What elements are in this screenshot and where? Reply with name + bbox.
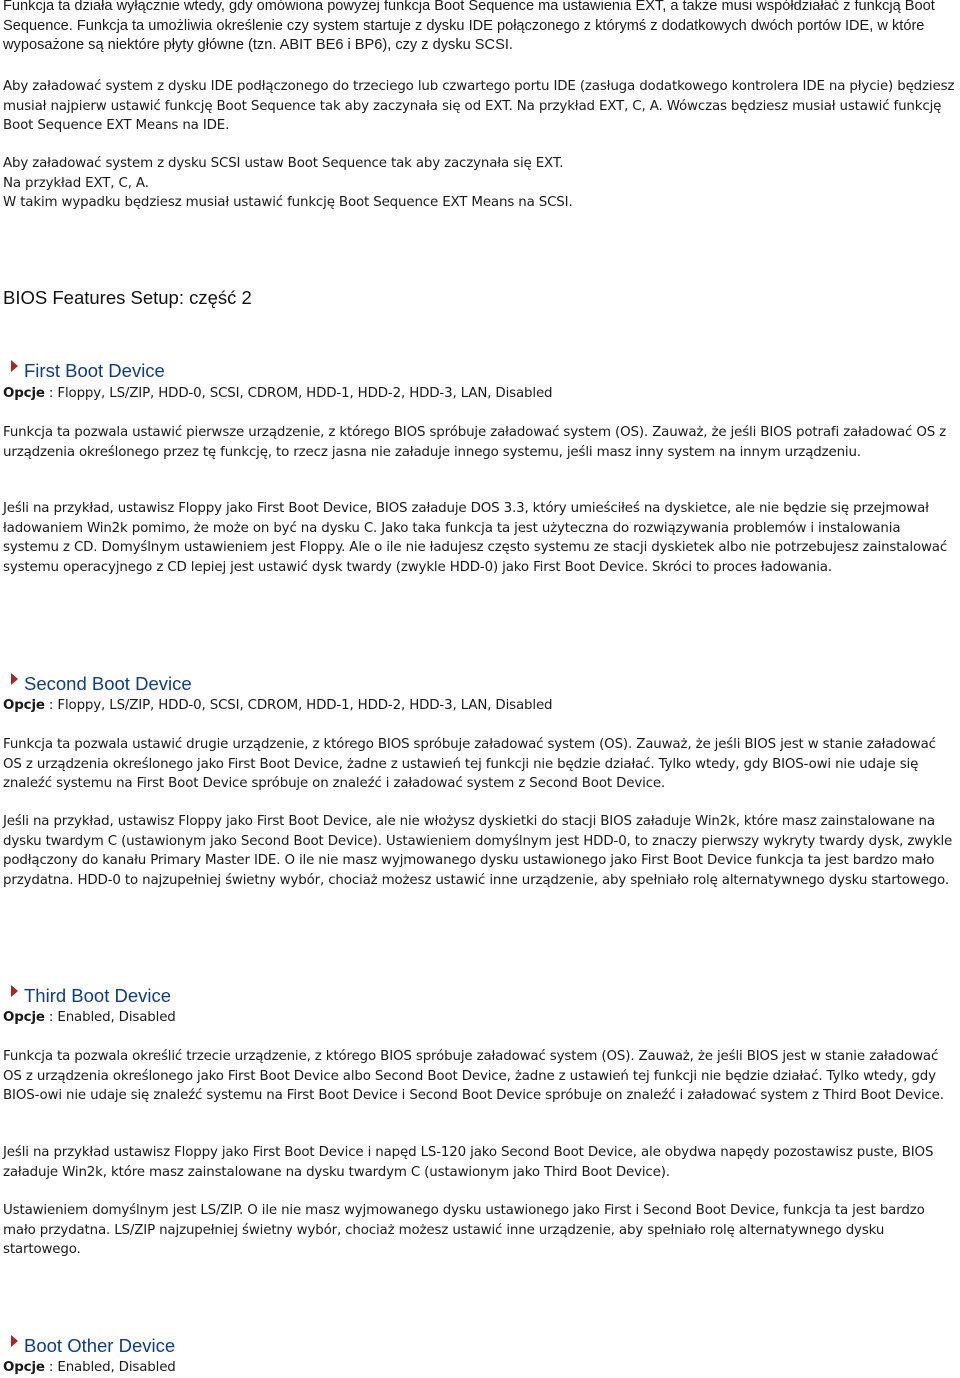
arrow-icon [11,985,18,997]
intro-paragraph-2: Aby załadować system z dysku IDE podłączonego do trzeciego lub czwartego portu IDE (zasługa dodatkowego kontrolera IDE na płycie) będziesz musiał najpierw ustawić funkcję Boot Sequence tak aby zaczynała się od EXT. Na przykład EXT, C, A. Wówczas będziesz musiał ustawić funkcję Boot Sequence EXT Means na IDE. [3,79,955,134]
second-boot-device-heading [3,673,192,695]
third-boot-device-heading [3,985,171,1007]
third-boot-device-paragraph-1: Funkcja ta pozwala określić trzecie urządzenie, z którego BIOS spróbuje załadować system (OS). Zauważ, że jeśli BIOS jest w stanie załadować OS z urządzenia określonego jako First Boot Device albo Second Boot Device, żadne z ustawień tej funkcji nie będzie działać. Tylko wtedy, gdy BIOS-owi nie udaje się znaleźć systemu na First Boot Device i Second Boot Device spróbuje on znaleźć i załadować system z Third Boot Device. [3,1049,944,1104]
arrow-icon [11,360,18,372]
options-label: Opcje [3,698,45,713]
options-separator: : [44,1010,58,1025]
first-boot-device-options [3,384,552,404]
first-boot-device-title: First Boot Device [24,360,165,381]
first-boot-device-paragraph-2: Jeśli na przykład, ustawisz Floppy jako First Boot Device, BIOS załaduje DOS 3.3, który umieściłeś na dyskietce, ale nie będzie się przejmował ładowaniem Win2k pomimo, że może on być na dysku C. Jako taka funkcja ta jest użyteczna do rozwiązywania problemów i instalowania systemu z CD. Domyślnym ustawieniem jest Floppy. Ale o ile nie ładujesz często systemu ze stacji dyskietek albo nie potrzebujesz zainstalować systemu operacyjnego z CD lepiej jest ustawić dysk twardy (zwykle HDD-0) jako First Boot Device. Skróci to proces ładowania. [3,501,948,575]
second-boot-device-options [3,696,552,716]
second-boot-device-paragraph-1: Funkcja ta pozwala ustawić drugie urządzenie, z którego BIOS spróbuje załadować system (OS). Zauważ, że jeśli BIOS jest w stanie załadować OS z urządzenia określonego jako First Boot Device, żadne z ustawień tej funkcji nie będzie działać. Tylko wtedy, gdy BIOS-owi nie udaje się znaleźć systemu na First Boot Device spróbuje on znaleźć i załadować system z Second Boot Device. [3,737,936,792]
second-boot-device-title: Second Boot Device [24,673,192,694]
options-values: Enabled, Disabled [57,1010,176,1025]
options-values: Floppy, LS/ZIP, HDD-0, SCSI, CDROM, HDD-1, HDD-2, HDD-3, LAN, Disabled [57,386,553,401]
third-boot-device-options [3,1008,176,1028]
options-separator: : [44,386,58,401]
boot-other-device-options [3,1358,176,1378]
options-label: Opcje [3,386,45,401]
boot-other-device-heading [3,1335,175,1357]
section-title: BIOS Features Setup: część 2 [3,287,252,308]
third-boot-device-paragraph-2: Jeśli na przykład ustawisz Floppy jako First Boot Device i napęd LS-120 jako Second Boot Device, ale obydwa napędy pozostawisz puste, BIOS załaduje Win2k, które masz zainstalowane na dysku twardym C (ustawionym jako Third Boot Device). [3,1145,934,1180]
intro-paragraph-3 [3,154,957,213]
options-label: Opcje [3,1010,45,1025]
options-values: Enabled, Disabled [57,1360,176,1375]
intro-paragraph-1: Funkcja ta działa wyłącznie wtedy, gdy omówiona powyżej funkcja Boot Sequence ma ustawienia EXT, a także musi współdziałać z funkcją Boot Sequence. Funkcja ta umożliwia określenie czy system startuje z dysku IDE połączonego z którymś z dodatkowych dwóch portów IDE, w które wyposażone są niektóre płyty główne (tzn. ABIT BE6 i BP6), czy z dysku SCSI. [3,0,935,54]
boot-other-device-title: Boot Other Device [24,1335,176,1356]
first-boot-device-paragraph-1: Funkcja ta pozwala ustawić pierwsze urządzenie, z którego BIOS spróbuje załadować system (OS). Zauważ, że jeśli BIOS potrafi załadować OS z urządzenia określonego przez tę funkcję, to rzecz jasna nie załaduje innego systemu, jeśli masz inny system na innym urządzeniu. [3,425,947,460]
options-values: Floppy, LS/ZIP, HDD-0, SCSI, CDROM, HDD-1, HDD-2, HDD-3, LAN, Disabled [57,698,553,713]
options-separator: : [44,1360,58,1375]
second-boot-device-paragraph-2: Jeśli na przykład, ustawisz Floppy jako First Boot Device, ale nie włożysz dyskietki do stacji BIOS załaduje Win2k, które masz zainstalowane na dysku twardym C (ustawionym jako Second Boot Device). Ustawieniem domyślnym jest HDD-0, to znaczy pierwszy wykryty twardy dysk, zwykle podłączony do kanału Primary Master IDE. O ile nie masz wyjmowanego dysku ustawionego jako First Boot Device funkcja ta jest bardzo mało przydatna. HDD-0 to najzupełniej świetny wybór, chociaż możesz ustawić inne urządzenie, aby spełniało rolę alternatywnego dysku startowego. [3,814,953,888]
arrow-icon [11,673,18,685]
third-boot-device-title: Third Boot Device [24,985,172,1006]
options-separator: : [44,698,58,713]
intro-paragraph-3-line-1: Aby załadować system z dysku SCSI ustaw Boot Sequence tak aby zaczynała się EXT. [3,156,564,171]
first-boot-device-heading [3,360,165,382]
intro-paragraph-3-line-3: W takim wypadku będziesz musiał ustawić funkcję Boot Sequence EXT Means na SCSI. [3,195,573,211]
arrow-icon [11,1335,18,1347]
options-label: Opcje [3,1360,45,1375]
intro-paragraph-3-line-2: Na przykład EXT, C, A. [3,175,149,191]
third-boot-device-paragraph-3: Ustawieniem domyślnym jest LS/ZIP. O ile nie masz wyjmowanego dysku ustawionego jako First i Second Boot Device, funkcja ta jest bardzo mało przydatna. LS/ZIP najzupełniej świetny wybór, chociaż możesz ustawić inne urządzenie, aby spełniało rolę alternatywnego dysku startowego. [3,1203,925,1258]
